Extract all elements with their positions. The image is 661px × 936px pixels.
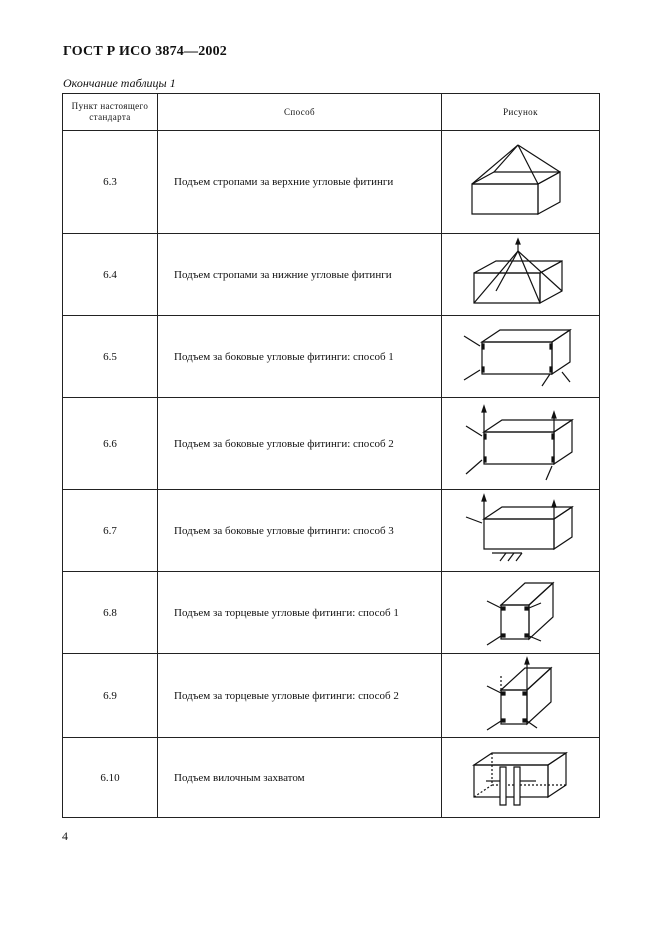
table-row — [63, 654, 600, 738]
clause-number: 6.7 — [63, 490, 158, 572]
container-bottom-sling-figure-icon — [466, 237, 576, 313]
standard-title: ГОСТ Р ИСО 3874—2002 — [63, 44, 228, 59]
clause-number: 6.8 — [63, 572, 158, 654]
container-forklift-figure-icon — [466, 745, 576, 811]
page-number: 4 — [62, 829, 68, 843]
container-end-fittings-2-figure-icon — [471, 656, 571, 736]
table-row — [63, 738, 600, 818]
clause-number: 6.4 — [63, 234, 158, 316]
method-description: Подъем за боковые угловые фитинги: способ 2 — [158, 398, 442, 490]
lifting-methods-table — [62, 93, 600, 818]
method-description: Подъем за торцевые угловые фитинги: способ 1 — [158, 572, 442, 654]
table-row — [63, 131, 600, 234]
container-top-sling-figure-icon — [466, 142, 576, 222]
column-header-clause: Пункт настоящего стандарта — [63, 94, 158, 131]
method-description: Подъем стропами за верхние угловые фитинги — [158, 131, 442, 234]
table-row — [63, 316, 600, 398]
clause-number: 6.5 — [63, 316, 158, 398]
container-end-fittings-1-figure-icon — [471, 575, 571, 651]
clause-number: 6.3 — [63, 131, 158, 234]
container-side-fittings-1-figure-icon — [462, 322, 580, 392]
container-side-fittings-3-figure-icon — [462, 493, 580, 569]
table-header-row — [63, 94, 600, 131]
table-row — [63, 398, 600, 490]
table-row — [63, 572, 600, 654]
method-description: Подъем стропами за нижние угловые фитинги — [158, 234, 442, 316]
method-description: Подъем за торцевые угловые фитинги: способ 2 — [158, 654, 442, 738]
clause-number: 6.10 — [63, 738, 158, 818]
table-row — [63, 234, 600, 316]
container-side-fittings-2-figure-icon — [462, 404, 580, 484]
method-description: Подъем вилочным захватом — [158, 738, 442, 818]
column-header-method: Способ — [158, 94, 442, 131]
column-header-figure: Рисунок — [442, 94, 600, 131]
table-caption: Окончание таблицы 1 — [63, 76, 176, 90]
clause-number: 6.6 — [63, 398, 158, 490]
method-description: Подъем за боковые угловые фитинги: способ 3 — [158, 490, 442, 572]
method-description: Подъем за боковые угловые фитинги: способ 1 — [158, 316, 442, 398]
clause-number: 6.9 — [63, 654, 158, 738]
table-row — [63, 490, 600, 572]
